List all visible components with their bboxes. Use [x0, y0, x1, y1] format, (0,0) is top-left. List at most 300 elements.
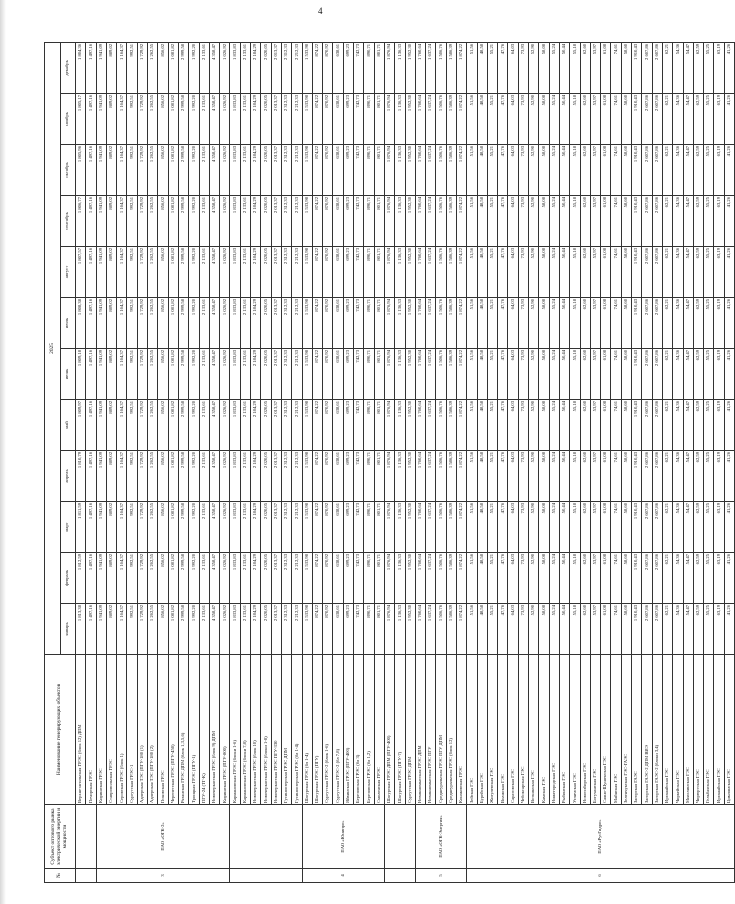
table-row [220, 42, 230, 882]
value-cell: 874,22 [312, 604, 322, 655]
value-cell: 2 607,86 [652, 94, 662, 145]
value-cell: 2 184,29 [251, 94, 261, 145]
value-cell: 73,93 [518, 247, 528, 298]
object-name-cell: Адлерская ТЭС (ПГУ-180 (2) [148, 655, 158, 805]
value-cell: 2 133,61 [240, 349, 250, 400]
value-cell: 1 941,09 [96, 94, 106, 145]
object-name-cell: Конаковская ГРЭС [456, 655, 466, 805]
value-cell: 53,97 [590, 196, 600, 247]
value-cell: 53,97 [590, 298, 600, 349]
value-cell: 1 760,64 [415, 451, 425, 502]
value-cell: 1 952,30 [405, 400, 415, 451]
value-cell: 1 992,20 [189, 42, 199, 93]
value-cell: 61,08 [601, 247, 611, 298]
value-cell: 1 941,09 [96, 196, 106, 247]
value-cell: 62,21 [662, 145, 672, 196]
value-cell: 4 358,47 [209, 349, 219, 400]
value-cell: 54,36 [673, 247, 683, 298]
value-cell: 55,18 [570, 196, 580, 247]
value-cell: 1 876,94 [384, 451, 394, 502]
table-row [168, 42, 178, 882]
object-name-cell: Новочеркасская ГРЭС (блоки 1-8) [261, 655, 271, 805]
table-head [45, 42, 76, 882]
value-cell: 638,61 [333, 196, 343, 247]
table-row [178, 42, 188, 882]
value-cell: 2 020,05 [261, 553, 271, 604]
value-cell: 1 136,33 [395, 502, 405, 553]
value-cell: 47,76 [498, 502, 508, 553]
table-row [158, 42, 168, 882]
value-cell: 2 999,58 [178, 349, 188, 400]
value-cell: 2 607,86 [642, 451, 652, 502]
value-cell: 2 184,29 [251, 502, 261, 553]
object-name-cell: Новосибирская ГЭС [580, 655, 590, 805]
value-cell: 1 506,76 [436, 196, 446, 247]
value-cell: 47,76 [498, 196, 508, 247]
value-cell: 53,97 [590, 451, 600, 502]
value-cell: 58,60 [621, 553, 631, 604]
value-cell: 4 358,47 [209, 247, 219, 298]
table-row [395, 42, 405, 882]
value-cell: 699,23 [343, 502, 353, 553]
col-header-month: март [60, 502, 76, 553]
value-cell: 4 358,47 [209, 604, 219, 655]
value-cell: 62,59 [693, 553, 703, 604]
value-cell: 55,24 [549, 502, 559, 553]
value-cell: 1 729,92 [137, 604, 147, 655]
value-cell: 63,19 [714, 604, 724, 655]
value-cell: 1 760,64 [415, 42, 425, 93]
value-cell: 73,93 [518, 42, 528, 93]
value-cell: 53,97 [590, 94, 600, 145]
value-cell: 638,61 [333, 145, 343, 196]
value-cell: 1 952,30 [405, 502, 415, 553]
value-cell: 55,24 [549, 42, 559, 93]
value-cell: 1 533,98 [302, 604, 312, 655]
value-cell: 55,18 [570, 145, 580, 196]
table-row [415, 42, 425, 882]
value-cell: 856,02 [158, 604, 168, 655]
value-cell: 62,60 [580, 451, 590, 502]
table-row [570, 42, 580, 882]
value-cell: 1 941,09 [96, 298, 106, 349]
col-header-month: октябрь [60, 145, 76, 196]
value-cell: 55,25 [704, 349, 714, 400]
value-cell: 58,08 [539, 196, 549, 247]
value-cell: 1 729,92 [137, 247, 147, 298]
value-cell: 2 312,33 [281, 400, 291, 451]
value-cell: 699,23 [343, 400, 353, 451]
table-row [117, 42, 127, 882]
value-cell: 1 136,33 [395, 145, 405, 196]
value-cell: 2 999,58 [178, 298, 188, 349]
value-cell: 64,03 [508, 247, 518, 298]
value-cell: 2 212,33 [292, 247, 302, 298]
object-name-cell: Миатлинская ГЭС [683, 655, 693, 805]
value-cell: 1 874,22 [456, 298, 466, 349]
value-cell: 2 312,33 [281, 502, 291, 553]
value-cell: 1 952,30 [405, 196, 415, 247]
value-cell: 55,25 [704, 94, 714, 145]
value-cell: 1 874,22 [456, 94, 466, 145]
value-cell: 55,25 [704, 553, 714, 604]
value-cell: 2 312,33 [281, 349, 291, 400]
value-cell: 699,23 [343, 196, 353, 247]
value-cell: 47,76 [498, 247, 508, 298]
value-cell: 54,36 [673, 604, 683, 655]
value-cell: 74,61 [611, 400, 621, 451]
value-cell: 1 876,94 [384, 247, 394, 298]
value-cell: 1 533,98 [302, 247, 312, 298]
value-cell: 55,18 [570, 451, 580, 502]
value-cell: 63,19 [714, 502, 724, 553]
col-header-month: июль [60, 298, 76, 349]
value-cell: 54,47 [683, 42, 693, 93]
value-cell: 1 805,96 [76, 145, 86, 196]
value-cell: 1 026,92 [220, 42, 230, 93]
value-cell: 801,71 [374, 145, 384, 196]
value-cell: 2 999,58 [178, 145, 188, 196]
value-cell: 74,61 [611, 502, 621, 553]
value-cell: 2 133,61 [240, 502, 250, 553]
col-header-month: январь [60, 604, 76, 655]
value-cell: 50,44 [559, 145, 569, 196]
value-cell: 2 999,58 [178, 604, 188, 655]
value-cell: 874,22 [312, 298, 322, 349]
value-cell: 1 992,20 [189, 451, 199, 502]
value-cell: 2 607,86 [642, 349, 652, 400]
value-cell: 992,51 [127, 298, 137, 349]
value-cell: 55,21 [487, 502, 497, 553]
value-cell: 50,44 [559, 349, 569, 400]
value-cell: 52,90 [529, 145, 539, 196]
value-cell: 856,02 [158, 247, 168, 298]
value-cell: 1 992,20 [189, 247, 199, 298]
value-cell: 61,08 [601, 502, 611, 553]
value-cell: 1 081,82 [168, 604, 178, 655]
value-cell: 4 358,47 [209, 42, 219, 93]
value-cell: 64,03 [508, 502, 518, 553]
value-cell: 1 081,82 [168, 298, 178, 349]
value-cell: 62,21 [662, 298, 672, 349]
col-header-index: № [45, 869, 76, 883]
value-cell: 1 808,38 [76, 298, 86, 349]
value-cell: 47,76 [498, 298, 508, 349]
value-cell: 64,03 [508, 298, 518, 349]
value-cell: 1 952,30 [405, 451, 415, 502]
value-cell: 2 013,37 [271, 349, 281, 400]
value-cell: 62,60 [580, 553, 590, 604]
value-cell: 62,60 [580, 42, 590, 93]
value-cell: 54,36 [673, 451, 683, 502]
object-name-cell: Зейская ГЭС [467, 655, 477, 805]
col-header-year: 2025 [45, 42, 61, 654]
table-row [467, 42, 477, 882]
value-cell: 61,08 [601, 349, 611, 400]
value-cell: 55,25 [704, 451, 714, 502]
value-cell: 62,60 [580, 145, 590, 196]
table-row [580, 42, 590, 882]
table-row [621, 42, 631, 882]
table-row [518, 42, 528, 882]
value-cell: 1 506,76 [436, 145, 446, 196]
value-cell: 1 910,43 [632, 400, 642, 451]
value-cell: 1 497,16 [86, 94, 96, 145]
object-name-cell: Березовская ГРЭС (бл 1,2) [364, 655, 374, 805]
value-cell: 742,73 [354, 298, 364, 349]
value-cell: 870,92 [323, 451, 333, 502]
value-cell: 62,60 [580, 196, 590, 247]
value-cell: 54,47 [683, 502, 693, 553]
value-cell: 1 874,22 [456, 42, 466, 93]
value-cell: 62,21 [662, 42, 672, 93]
value-cell: 2 212,33 [292, 400, 302, 451]
value-cell: 1 992,20 [189, 400, 199, 451]
value-cell: 55,21 [487, 349, 497, 400]
value-cell: 61,08 [601, 196, 611, 247]
value-cell: 1 807,57 [76, 247, 86, 298]
value-cell: 1 992,20 [189, 502, 199, 553]
table-row [148, 42, 158, 882]
object-name-cell: Чирюртская ГЭС [693, 655, 703, 805]
col-header-month: ноябрь [60, 94, 76, 145]
value-cell: 52,90 [529, 451, 539, 502]
value-cell: 801,71 [374, 502, 384, 553]
value-cell: 1 164,37 [117, 349, 127, 400]
value-cell: 62,59 [693, 42, 703, 93]
value-cell: 74,61 [611, 196, 621, 247]
value-cell: 50,44 [559, 298, 569, 349]
value-cell: 53,97 [590, 42, 600, 93]
value-cell: 992,51 [127, 349, 137, 400]
value-cell: 1 081,82 [168, 451, 178, 502]
object-name-cell: Зеленчукская ГЭС-ГАЭС [621, 655, 631, 805]
object-name-cell: Серовская ГРЭС (блок 1) [117, 655, 127, 805]
object-name-cell: Шатурская ГРЭС (бл 1-4) [302, 655, 312, 805]
value-cell: 61,08 [601, 451, 611, 502]
value-cell: 1 533,98 [302, 298, 312, 349]
value-cell: 48,58 [477, 196, 487, 247]
value-cell: 1 876,94 [384, 196, 394, 247]
value-cell: 1 760,64 [415, 604, 425, 655]
value-cell: 889,02 [106, 502, 116, 553]
value-cell: 2 020,05 [261, 42, 271, 93]
value-cell: 64,03 [508, 451, 518, 502]
value-cell: 2 020,05 [261, 502, 271, 553]
value-cell: 1 992,20 [189, 298, 199, 349]
value-cell: 1 874,22 [456, 196, 466, 247]
value-cell: 4 358,47 [209, 94, 219, 145]
subject-cell: ПАО «ОГК-Энергия» [415, 805, 466, 869]
value-cell: 889,02 [106, 94, 116, 145]
value-cell: 742,73 [354, 94, 364, 145]
value-cell: 2 607,86 [642, 298, 652, 349]
value-cell: 2 999,58 [178, 42, 188, 93]
value-cell: 2 020,05 [261, 451, 271, 502]
value-cell: 52,90 [529, 604, 539, 655]
value-cell: 1 262,55 [148, 42, 158, 93]
value-cell: 55,21 [487, 94, 497, 145]
value-cell: 1 806,77 [76, 196, 86, 247]
value-cell: 47,76 [498, 604, 508, 655]
value-cell: 2 312,33 [281, 145, 291, 196]
col-header-month: июнь [60, 349, 76, 400]
value-cell: 1 026,92 [220, 604, 230, 655]
value-cell: 2 607,86 [652, 42, 662, 93]
value-cell: 1 805,17 [76, 94, 86, 145]
value-cell: 55,25 [704, 502, 714, 553]
value-cell: 47,76 [498, 553, 508, 604]
value-cell: 55,24 [549, 349, 559, 400]
value-cell: 55,24 [549, 451, 559, 502]
value-cell: 2 607,86 [642, 145, 652, 196]
value-cell: 62,21 [662, 553, 672, 604]
value-cell: 1 874,22 [456, 349, 466, 400]
value-cell: 2 013,37 [271, 94, 281, 145]
value-cell: 889,02 [106, 349, 116, 400]
value-cell: 58,08 [539, 604, 549, 655]
value-cell: 1 952,30 [405, 349, 415, 400]
value-cell: 638,61 [333, 400, 343, 451]
value-cell: 1 262,55 [148, 349, 158, 400]
value-cell: 41,26 [724, 145, 734, 196]
value-cell: 47,76 [498, 400, 508, 451]
value-cell: 1 262,55 [148, 298, 158, 349]
value-cell: 801,71 [374, 349, 384, 400]
value-cell: 1 813,38 [76, 604, 86, 655]
value-cell: 1 992,20 [189, 349, 199, 400]
table-row [230, 42, 240, 882]
value-cell: 1 164,37 [117, 196, 127, 247]
value-cell: 1 952,30 [405, 94, 415, 145]
value-cell: 51,56 [467, 604, 477, 655]
value-cell: 1 081,82 [168, 553, 178, 604]
value-cell: 1 262,55 [148, 451, 158, 502]
value-cell: 2 999,58 [178, 451, 188, 502]
value-cell: 2 020,05 [261, 196, 271, 247]
value-cell: 52,90 [529, 553, 539, 604]
value-cell: 55,21 [487, 553, 497, 604]
value-cell: 55,18 [570, 298, 580, 349]
value-cell: 742,73 [354, 400, 364, 451]
value-cell: 1 586,39 [446, 298, 456, 349]
row-index-cell: 3 [96, 869, 230, 883]
value-cell: 62,60 [580, 298, 590, 349]
value-cell: 874,22 [312, 349, 322, 400]
value-cell: 1 876,94 [384, 553, 394, 604]
value-cell: 51,56 [467, 451, 477, 502]
value-cell: 801,71 [374, 247, 384, 298]
subject-cell [230, 805, 302, 869]
value-cell: 2 133,61 [199, 94, 209, 145]
value-cell: 1 506,76 [436, 94, 446, 145]
value-cell: 1 026,92 [220, 247, 230, 298]
value-cell: 1 637,24 [426, 604, 436, 655]
value-cell: 1 637,24 [426, 196, 436, 247]
value-cell: 1 874,22 [456, 553, 466, 604]
table-row [487, 42, 497, 882]
value-cell: 889,02 [106, 553, 116, 604]
value-cell: 1 164,37 [117, 42, 127, 93]
value-cell: 2 133,61 [240, 553, 250, 604]
value-cell: 58,60 [621, 145, 631, 196]
value-cell: 1 941,09 [96, 349, 106, 400]
value-cell: 1 833,83 [230, 196, 240, 247]
object-name-cell: Чиркейская ГЭС [673, 655, 683, 805]
value-cell: 73,93 [518, 451, 528, 502]
value-cell: 638,61 [333, 298, 343, 349]
value-cell: 2 013,37 [271, 553, 281, 604]
value-cell: 1 992,20 [189, 145, 199, 196]
value-cell: 874,22 [312, 196, 322, 247]
value-cell: 55,25 [704, 298, 714, 349]
object-name-cell: Невинномысская ГРЭС ДПМ [415, 655, 425, 805]
value-cell: 1 637,24 [426, 553, 436, 604]
value-cell: 1 952,30 [405, 247, 415, 298]
value-cell: 1 910,43 [632, 145, 642, 196]
value-cell: 1 876,94 [384, 349, 394, 400]
value-cell: 1 506,76 [436, 247, 446, 298]
value-cell: 1 081,82 [168, 349, 178, 400]
value-cell: 50,44 [559, 451, 569, 502]
value-cell: 62,21 [662, 247, 672, 298]
value-cell: 58,60 [621, 298, 631, 349]
value-cell: 74,61 [611, 349, 621, 400]
value-cell: 992,51 [127, 400, 137, 451]
object-name-cell: Печорская ГРЭС [86, 655, 96, 805]
value-cell: 2 607,86 [652, 196, 662, 247]
value-cell: 1 760,64 [415, 400, 425, 451]
value-cell: 1 941,09 [96, 451, 106, 502]
value-cell: 1 262,55 [148, 94, 158, 145]
value-cell: 1 081,82 [168, 145, 178, 196]
value-cell: 1 729,92 [137, 349, 147, 400]
object-name-cell: Кармановская ГРЭС (блоки 1-6) [230, 655, 240, 805]
value-cell: 55,18 [570, 604, 580, 655]
value-cell: 1 637,24 [426, 502, 436, 553]
value-cell: 890,71 [364, 94, 374, 145]
object-name-cell: Кармановская ГРЭС (блоки 7,8) [240, 655, 250, 805]
value-cell: 55,21 [487, 42, 497, 93]
table-row [704, 42, 714, 882]
value-cell: 1 136,33 [395, 553, 405, 604]
value-cell: 992,51 [127, 604, 137, 655]
value-cell: 58,60 [621, 502, 631, 553]
value-cell: 1 506,76 [436, 604, 446, 655]
value-cell: 1 081,82 [168, 247, 178, 298]
table-row [384, 42, 394, 882]
object-name-cell: Яйвинская ГРЭС (ПГУ-400) [343, 655, 353, 805]
value-cell: 54,47 [683, 553, 693, 604]
value-cell: 41,26 [724, 451, 734, 502]
value-cell: 1 910,43 [632, 42, 642, 93]
table-row [96, 42, 106, 882]
value-cell: 73,93 [518, 400, 528, 451]
value-cell: 58,08 [539, 349, 549, 400]
value-cell: 742,73 [354, 502, 364, 553]
value-cell: 890,71 [364, 502, 374, 553]
value-cell: 2 607,86 [652, 604, 662, 655]
value-cell: 63,19 [714, 451, 724, 502]
value-cell: 2 312,33 [281, 42, 291, 93]
value-cell: 62,21 [662, 94, 672, 145]
value-cell: 2 133,61 [240, 196, 250, 247]
value-cell: 1 811,59 [76, 502, 86, 553]
value-cell: 2 184,29 [251, 451, 261, 502]
value-cell: 55,24 [549, 247, 559, 298]
value-cell: 1 586,39 [446, 42, 456, 93]
value-cell: 2 013,37 [271, 42, 281, 93]
